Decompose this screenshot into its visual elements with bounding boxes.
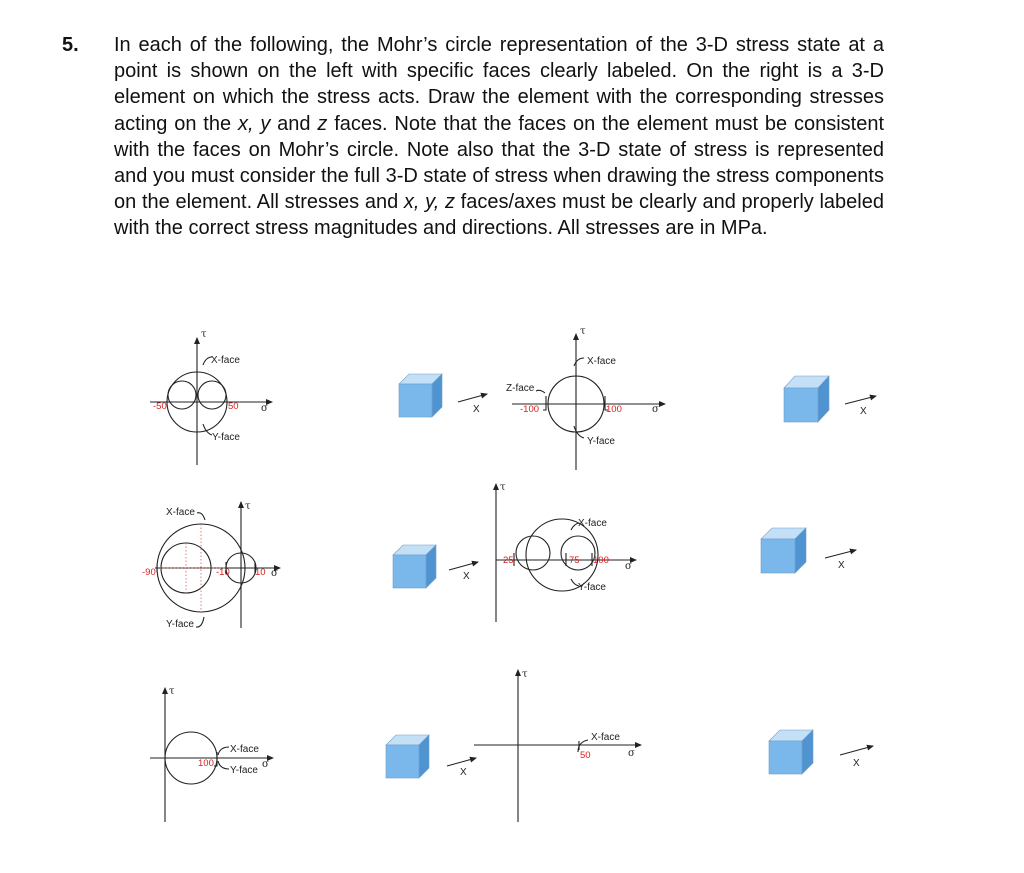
x-face-label: X-face xyxy=(166,507,195,518)
x-axis-arrow xyxy=(845,396,876,404)
stress-element-cube-5 xyxy=(386,735,429,778)
x-axis-arrow xyxy=(449,562,478,570)
y-face-label: Y-face xyxy=(230,765,258,776)
mohr-circle-small-left xyxy=(516,536,550,570)
mohr-diagram-2 xyxy=(512,334,665,470)
x-face-label: X-face xyxy=(211,355,240,366)
value-label-right: 100 xyxy=(198,758,214,769)
tau-label: τ xyxy=(580,326,586,337)
mohr-diagram-5 xyxy=(150,688,273,822)
y-face-label: Y-face xyxy=(578,582,606,593)
face-bracket-x xyxy=(218,747,229,755)
stress-element-cube-6 xyxy=(769,730,813,774)
sigma-label: σ xyxy=(628,748,635,759)
value-bracket xyxy=(214,752,217,766)
tau-label: τ xyxy=(201,329,207,340)
face-bracket-y xyxy=(203,424,212,435)
x-face-label: X-face xyxy=(230,744,259,755)
problem-text-part-6: x, y, z xyxy=(403,191,455,214)
mohr-circle-left xyxy=(168,381,196,409)
problem-text-part-3: and xyxy=(270,112,318,135)
mohr-diagram-3 xyxy=(155,502,280,628)
problem-text-part-4: z xyxy=(317,112,328,135)
face-bracket-x xyxy=(197,513,205,520)
x-axis-arrow xyxy=(825,550,856,558)
x-axis-label: X xyxy=(853,758,860,769)
mohr-circle-right xyxy=(198,381,226,409)
y-face-label: Y-face xyxy=(212,432,240,443)
mohr-diagram-6 xyxy=(474,670,641,822)
z-face-label: Z-face xyxy=(506,383,535,394)
value-label-mid: -10 xyxy=(216,567,230,578)
value-label-right: 50 xyxy=(580,750,591,761)
y-face-label: Y-face xyxy=(587,436,615,447)
x-axis-label: X xyxy=(473,404,480,415)
face-bracket-z xyxy=(536,390,545,393)
value-label-right: 50 xyxy=(228,401,239,412)
y-face-label: Y-face xyxy=(166,619,194,630)
value-bracket-left xyxy=(543,396,546,410)
value-label-mid: 75 xyxy=(569,555,580,566)
x-axis-arrow xyxy=(447,758,476,766)
sigma-label: σ xyxy=(262,759,269,770)
value-label-left: 25 xyxy=(503,555,514,566)
value-label-left: -100 xyxy=(520,404,540,415)
stress-element-cube-2 xyxy=(784,376,829,422)
stress-element-cube-3 xyxy=(393,545,436,588)
problem-text-part-5: faces. Note that the faces on the element must be consistent with the faces on Mohr’s circle. Note also that the 3-D state of stress is represented and you must consider the full 3-D state of stress when drawing the stress components on the element. All stresses and xyxy=(114,112,885,214)
x-axis-label: X xyxy=(860,406,867,417)
tau-label: τ xyxy=(245,501,251,512)
mohr-diagram-4 xyxy=(496,484,636,622)
problem-number: 5. xyxy=(62,34,79,56)
problem-text-part-7: faces/axes must be clearly and properly labeled with the correct stress magnitudes and directions. All stresses are in MPa. xyxy=(114,191,884,240)
stress-element-cube-1 xyxy=(399,374,442,417)
stress-element-cube-4 xyxy=(761,528,806,573)
x-axis-arrow xyxy=(458,394,487,402)
mohr-circle-large xyxy=(526,519,598,591)
value-label-left: -50 xyxy=(153,401,167,412)
x-axis-label: X xyxy=(838,560,845,571)
tau-label: τ xyxy=(500,482,506,493)
tau-label: τ xyxy=(169,686,175,697)
sigma-label: σ xyxy=(625,561,632,572)
sigma-label: σ xyxy=(652,404,659,415)
x-face-label: X-face xyxy=(591,732,620,743)
problem-text-part-2: x, y xyxy=(237,112,271,135)
x-axis-arrow xyxy=(840,746,873,755)
value-label-right: 100 xyxy=(606,404,622,415)
x-face-label: X-face xyxy=(587,356,616,367)
problem-text-part-1: In each of the following, the Mohr’s circle representation of the 3-D stress state at a point is shown on the left with specific faces clearly labeled. On the right is a 3-D element on which the stress acts. Draw the element with the corresponding stresses acting on the xyxy=(114,34,884,135)
value-label-right: 100 xyxy=(593,555,609,566)
x-axis-label: X xyxy=(460,767,467,778)
value-label-right: 10 xyxy=(255,567,266,578)
tau-label: τ xyxy=(522,669,528,680)
x-face-label: X-face xyxy=(578,518,607,529)
x-axis-label: X xyxy=(463,571,470,582)
sigma-label: σ xyxy=(261,403,268,414)
value-label-left: -90 xyxy=(142,567,156,578)
face-bracket-y xyxy=(196,617,204,627)
sigma-label: σ xyxy=(271,568,278,579)
face-bracket-y xyxy=(218,761,229,769)
